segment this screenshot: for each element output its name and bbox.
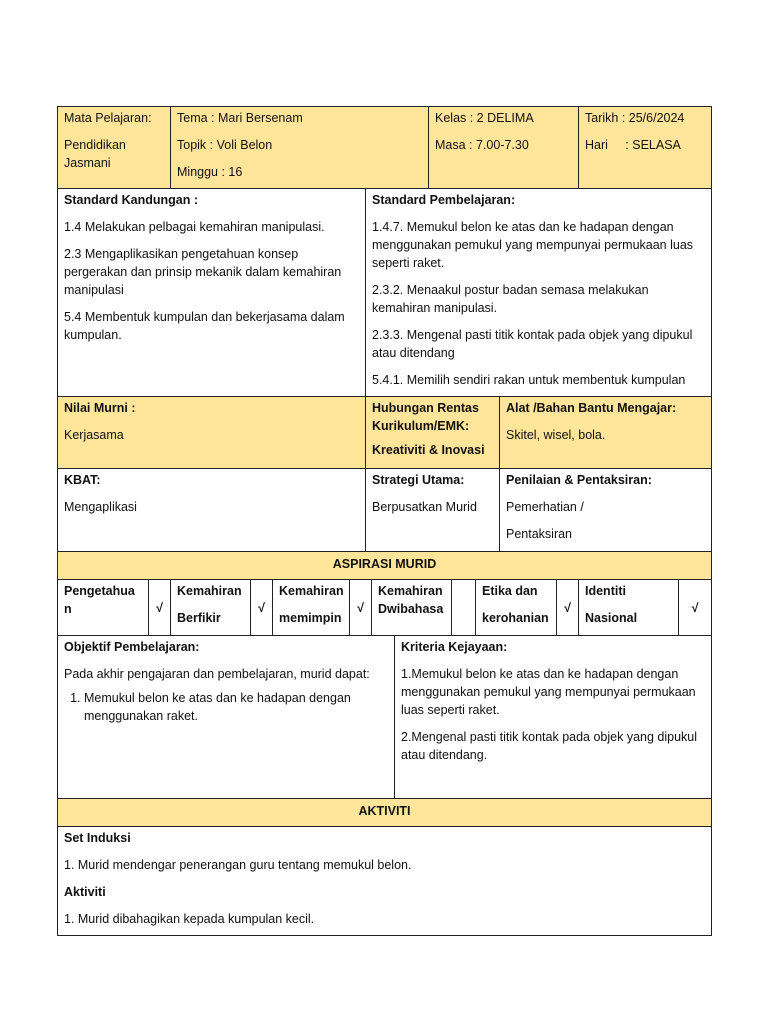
subject-label: Mata Pelajaran: bbox=[64, 111, 152, 125]
aktiviti-cell bbox=[58, 827, 711, 935]
subject-cell bbox=[58, 107, 171, 188]
aspirasi-check-mark: √ bbox=[350, 580, 372, 635]
objective-item: 1. Memukul belon ke atas dan ke hadapan dengan menggunakan raket. bbox=[84, 689, 388, 725]
date-cell bbox=[579, 107, 711, 188]
aspirasi-item-label: Identiti Nasional bbox=[579, 580, 679, 635]
theme-cell bbox=[171, 107, 429, 188]
values-row bbox=[58, 397, 711, 469]
strategy-label: Strategi Utama: bbox=[372, 473, 465, 487]
aktiviti-title: AKTIVITI bbox=[358, 804, 411, 818]
aspirasi-item-label: Kemahiran memimpin bbox=[273, 580, 350, 635]
aspirasi-row bbox=[58, 580, 711, 636]
aspirasi-check-mark bbox=[452, 580, 476, 635]
aspirasi-title: ASPIRASI MURID bbox=[332, 557, 437, 571]
aspirasi-item-label: Etika dan kerohanian bbox=[476, 580, 557, 635]
abm-label: Alat /Bahan Bantu Mengajar: bbox=[506, 401, 677, 415]
kbat-row bbox=[58, 469, 711, 552]
week-text: Minggu : 16 bbox=[177, 165, 243, 179]
assessment-cell bbox=[500, 469, 711, 551]
subject-value: Pendidikan Jasmani bbox=[64, 138, 126, 170]
abm-value: Skitel, wisel, bola. bbox=[506, 428, 606, 442]
assessment-line-2: Pentaksiran bbox=[506, 527, 573, 541]
time-text: Masa : 7.00-7.30 bbox=[435, 138, 529, 152]
kbat-cell bbox=[58, 469, 366, 551]
abm-cell bbox=[500, 397, 711, 468]
criteria-label: Kriteria Kejayaan: bbox=[401, 640, 508, 654]
set-induksi-label: Set Induksi bbox=[64, 831, 131, 845]
assessment-label: Penilaian & Pentaksiran: bbox=[506, 473, 652, 487]
class-cell bbox=[429, 107, 579, 188]
topic-text: Topik : Voli Belon bbox=[177, 138, 273, 152]
content-standard-item: 2.3 Mengaplikasikan pengetahuan konsep pergerakan dan prinsip mekanik dalam kemahiran manipulasi bbox=[64, 247, 342, 297]
criteria-cell bbox=[395, 636, 711, 798]
nilai-cell bbox=[58, 397, 366, 468]
learning-standard-item: 5.4.1. Memilih sendiri rakan untuk membentuk kumpulan bbox=[372, 373, 686, 387]
emk-label: Hubungan Rentas Kurikulum/EMK: bbox=[372, 401, 479, 433]
criteria-item: 1.Memukul belon ke atas dan ke hadapan dengan menggunakan pemukul yang mempunyai permukaan luas seperti raket. bbox=[401, 667, 696, 717]
lesson-plan-table bbox=[57, 106, 712, 936]
objectives-row bbox=[58, 636, 711, 799]
aspirasi-item-label: Kemahiran Dwibahasa bbox=[372, 580, 452, 635]
content-standard-label: Standard Kandungan : bbox=[64, 193, 199, 207]
aspirasi-item-label: Pengetahua n bbox=[58, 580, 149, 635]
aspirasi-check-mark: √ bbox=[149, 580, 171, 635]
learning-standard-item: 1.4.7. Memukul belon ke atas dan ke hadapan dengan menggunakan pemukul yang mempunyai permukaan luas seperti raket. bbox=[372, 220, 694, 270]
aspirasi-item-label: Kemahiran Berfikir bbox=[171, 580, 251, 635]
class-text: Kelas : 2 DELIMA bbox=[435, 111, 534, 125]
objective-intro: Pada akhir pengajaran dan pembelajaran, murid dapat: bbox=[64, 667, 370, 681]
aspirasi-check-mark: √ bbox=[251, 580, 273, 635]
strategy-value: Berpusatkan Murid bbox=[372, 500, 477, 514]
aktiviti-label: Aktiviti bbox=[64, 885, 106, 899]
aktiviti-row bbox=[58, 827, 711, 935]
objective-cell bbox=[58, 636, 395, 798]
objective-label: Objektif Pembelajaran: bbox=[64, 640, 200, 654]
criteria-item: 2.Mengenal pasti titik kontak pada objek yang dipukul atau ditendang. bbox=[401, 730, 698, 762]
kbat-label: KBAT: bbox=[64, 473, 101, 487]
day-text: Hari : SELASA bbox=[585, 138, 681, 152]
learning-standard-item: 2.3.3. Mengenal pasti titik kontak pada objek yang dipukul atau ditendang bbox=[372, 328, 693, 360]
aspirasi-check-mark: √ bbox=[557, 580, 579, 635]
content-standard-item: 1.4 Melakukan pelbagai kemahiran manipulasi. bbox=[64, 220, 325, 234]
nilai-value: Kerjasama bbox=[64, 428, 124, 442]
content-standard-cell bbox=[58, 189, 366, 396]
learning-standard-label: Standard Pembelajaran: bbox=[372, 193, 516, 207]
standards-row bbox=[58, 189, 711, 397]
date-text: Tarikh : 25/6/2024 bbox=[585, 111, 685, 125]
assessment-line-1: Pemerhatian / bbox=[506, 500, 584, 514]
learning-standard-item: 2.3.2. Menaakul postur badan semasa melakukan kemahiran manipulasi. bbox=[372, 283, 649, 315]
header-row bbox=[58, 107, 711, 189]
emk-value: Kreativiti & Inovasi bbox=[372, 443, 485, 457]
learning-standard-cell bbox=[366, 189, 711, 396]
strategy-cell bbox=[366, 469, 500, 551]
theme-text: Tema : Mari Bersenam bbox=[177, 111, 303, 125]
nilai-label: Nilai Murni : bbox=[64, 401, 136, 415]
aspirasi-title-row bbox=[58, 552, 711, 580]
emk-cell bbox=[366, 397, 500, 468]
aktiviti-item: 1. Murid dibahagikan kepada kumpulan kecil. bbox=[64, 912, 315, 926]
kbat-value: Mengaplikasi bbox=[64, 500, 137, 514]
aspirasi-check-mark: √ bbox=[691, 600, 699, 615]
aktiviti-title-row bbox=[58, 799, 711, 827]
content-standard-item: 5.4 Membentuk kumpulan dan bekerjasama dalam kumpulan. bbox=[64, 310, 345, 342]
set-induksi-item: 1. Murid mendengar penerangan guru tentang memukul belon. bbox=[64, 858, 412, 872]
objective-list bbox=[64, 689, 388, 725]
